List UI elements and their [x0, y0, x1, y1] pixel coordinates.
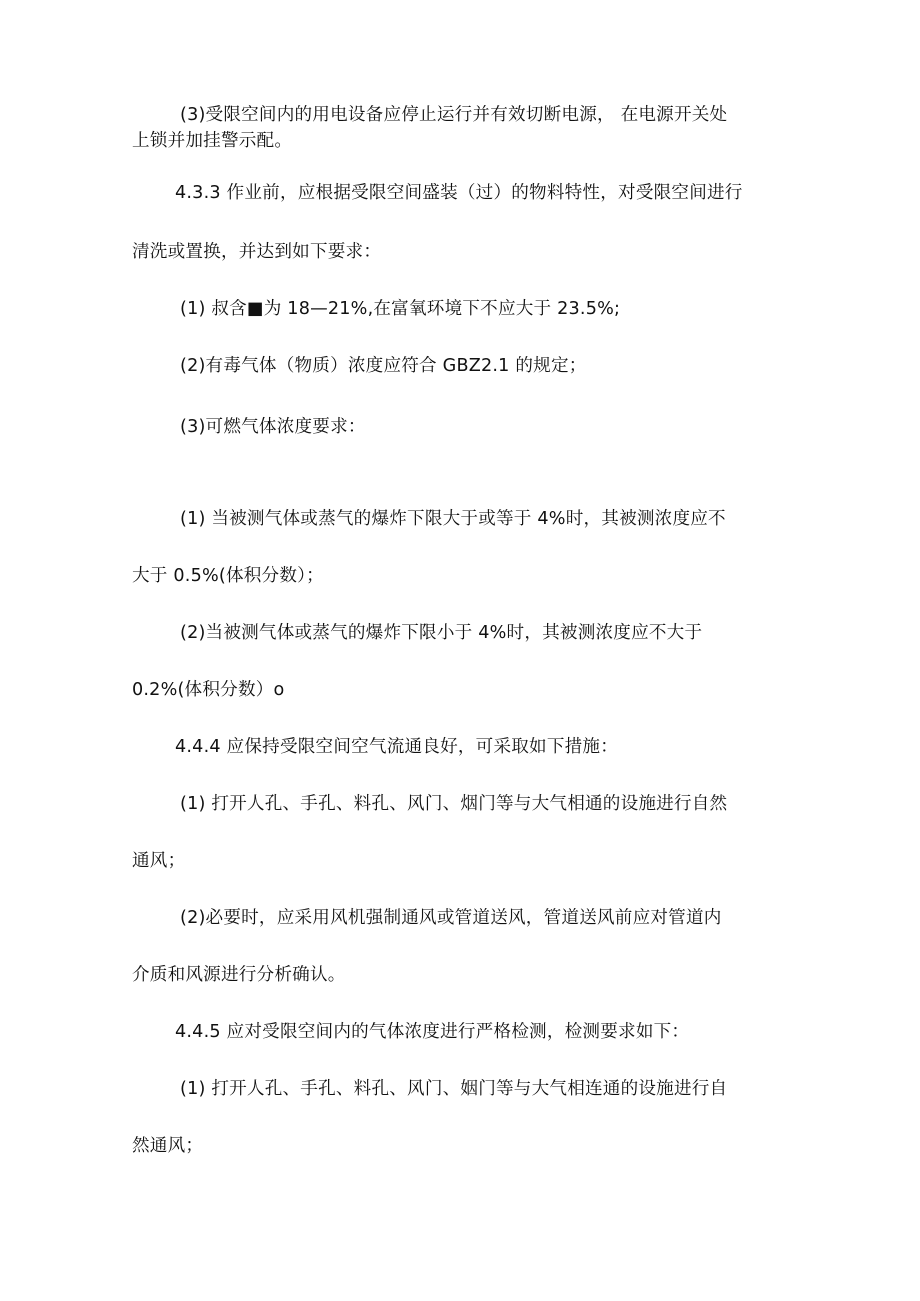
combustible-1-line-2: 大于 0.5%(体积分数）； [132, 566, 324, 586]
requirement-2-line: (2)有毒气体（物质）浓度应符合 GBZ2.1 的规定； [180, 356, 587, 376]
requirement-1-line: (1) 叔含■为 18—21%,在富氧环境下不应大于 23.5%; [180, 299, 621, 319]
requirement-3-line: (3)可燃气体浓度要求： [180, 417, 366, 437]
paragraph-line-2: 上锁并加挂警示配。 [132, 131, 293, 151]
detection-1-line-2: 然通风； [132, 1136, 204, 1156]
section-4-3-3-line-1: 4.3.3 作业前，应根据受限空间盛装（过）的物料特性，对受限空间进行 [175, 183, 743, 203]
paragraph-line-1: (3)受限空间内的用电设备应停止运行并有效切断电源， 在电源开关处 [180, 105, 728, 125]
ventilation-1-line-2: 通风； [132, 851, 186, 871]
section-4-4-4-line: 4.4.4 应保持受限空间空气流通良好，可采取如下措施： [175, 737, 619, 757]
combustible-2-line-1: (2)当被测气体或蒸气的爆炸下限小于 4%时，其被测浓度应不大于 [180, 623, 703, 643]
combustible-2-line-2: 0.2%(体积分数）o [132, 680, 285, 700]
section-4-4-5-line: 4.4.5 应对受限空间内的气体浓度进行严格检测，检测要求如下： [175, 1022, 690, 1042]
ventilation-1-line-1: (1) 打开人孔、手孔、料孔、风门、烟门等与大气相通的设施进行自然 [180, 794, 728, 814]
ventilation-2-line-1: (2)必要时，应采用风机强制通风或管道送风，管道送风前应对管道内 [180, 908, 722, 928]
combustible-1-line-1: (1) 当被测气体或蒸气的爆炸下限大于或等于 4%时，其被测浓度应不 [180, 509, 726, 529]
section-4-3-3-line-2: 清洗或置换，并达到如下要求： [132, 242, 382, 262]
detection-1-line-1: (1) 打开人孔、手孔、料孔、风门、姻门等与大气相连通的设施进行自 [180, 1079, 728, 1099]
ventilation-2-line-2: 介质和风源进行分析确认。 [132, 965, 346, 985]
